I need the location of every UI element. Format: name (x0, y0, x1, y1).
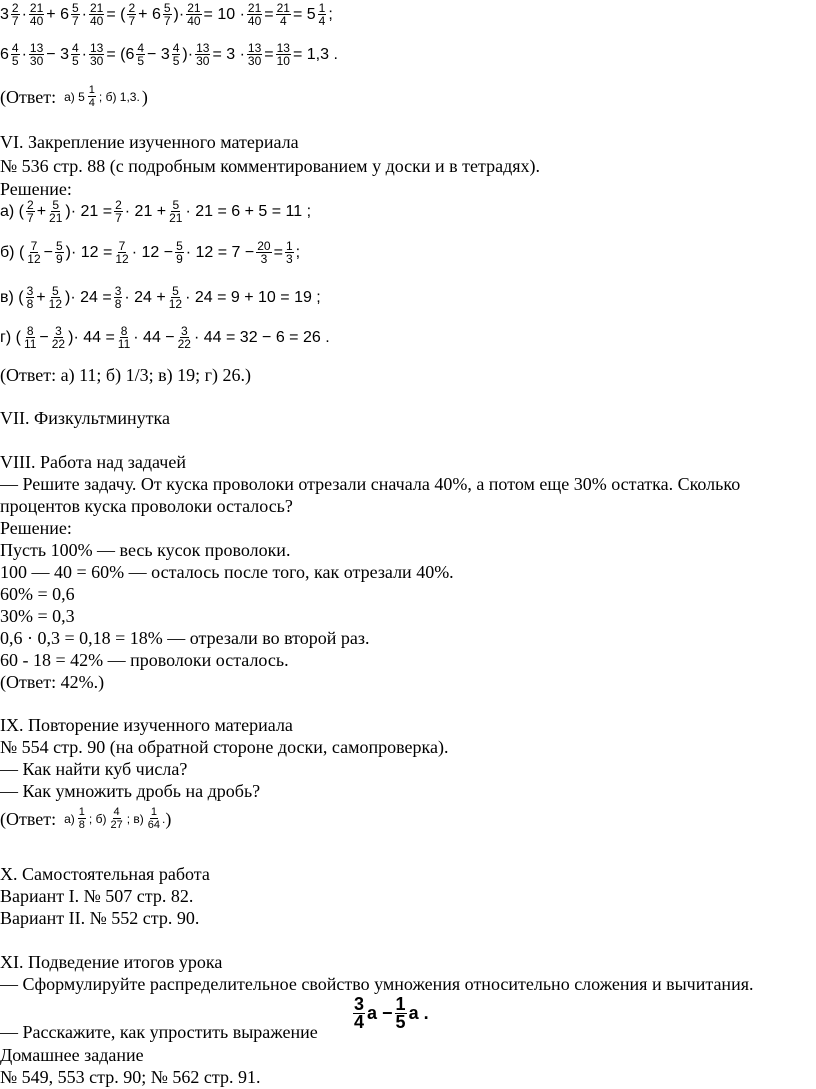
fraction-denominator: 8 (78, 819, 85, 831)
answer-1-fraction (88, 84, 96, 109)
fraction-denominator: 12 (115, 252, 129, 266)
fraction-denominator: 12 (168, 297, 183, 311)
section-9-question-1: — Как найти куб числа? (0, 759, 188, 779)
fraction (275, 42, 292, 67)
equation-operator: = (264, 45, 274, 63)
whole-part: 3 (0, 5, 9, 23)
fraction-denominator: 4 (354, 1012, 365, 1032)
fraction (135, 42, 146, 67)
equation-operator: = 5 (292, 5, 316, 23)
fraction-denominator: 40 (29, 14, 44, 28)
section-8-task-line-2: процентов куска проволоки осталось? (0, 496, 293, 516)
fraction (167, 285, 184, 310)
answer-cubes-b: ; б) (88, 811, 107, 826)
mixed-number (0, 42, 21, 67)
fraction-numerator: 2 (115, 198, 122, 212)
fraction-numerator: 1 (78, 806, 85, 818)
section-10-variant-1: Вариант I. № 507 стр. 82. (0, 886, 194, 906)
answer-cubes-prefix: (Ответ: (0, 808, 57, 829)
whole-part: 6 (0, 45, 9, 63)
section-11-question-1: — Сформулируйте распределительное свойство умножения относительно сложения и вычитания. (0, 974, 754, 994)
fraction (113, 240, 130, 265)
fraction-numerator: 8 (26, 324, 34, 338)
fraction (246, 2, 263, 27)
fraction (22, 325, 38, 350)
equation-operator: + (36, 202, 47, 220)
fraction-numerator: 21 (247, 1, 262, 15)
fraction-denominator: 30 (29, 54, 44, 68)
fraction-numerator: 5 (163, 1, 171, 15)
section-11-question-2: — Расскажите, как упростить выражение (0, 1022, 318, 1042)
fraction-denominator: 3 (260, 252, 268, 266)
fraction-numerator: 1 (285, 239, 293, 253)
fraction-numerator: 8 (120, 324, 128, 338)
fraction (284, 240, 295, 265)
fraction-numerator: 3 (55, 324, 62, 338)
fraction-denominator: 7 (128, 14, 136, 28)
fraction-numerator: 4 (71, 41, 79, 55)
fraction-numerator: 5 (52, 198, 60, 212)
equation-operator: = 1,3 . (292, 45, 338, 63)
fraction-numerator: 2 (27, 198, 34, 212)
answer-cubes-fraction-b (109, 806, 123, 831)
solution-label-2: Решение: (0, 518, 72, 538)
expression-fraction-1 (353, 996, 365, 1031)
fraction-numerator: 5 (176, 239, 183, 253)
section-7-title: VII. Физкультминутка (0, 408, 171, 428)
equation-operator: + 6 (138, 5, 161, 23)
fraction-numerator: 1 (150, 806, 157, 818)
section-11-title: XI. Подведение итогов урока (0, 952, 223, 972)
equation-operator: г) ( (0, 328, 21, 346)
fraction-numerator: 4 (11, 41, 19, 55)
fraction-denominator: 22 (51, 337, 66, 351)
answer-1 (0, 84, 148, 109)
fraction (25, 240, 42, 265)
answer-1-suffix: ) (141, 86, 148, 107)
expression-fraction-2 (395, 996, 407, 1031)
equation-operator: · 12 = 7 − (185, 243, 255, 261)
fraction-numerator: 4 (137, 41, 145, 55)
fraction-numerator: 21 (29, 1, 44, 15)
fraction-denominator: 21 (49, 211, 63, 225)
homework-label: Домашнее задание (0, 1045, 144, 1065)
fraction-numerator: 5 (172, 284, 179, 298)
answer-3-percent: (Ответ: 42%.) (0, 672, 105, 692)
equation-operator: − 3 (147, 45, 170, 63)
equation-operator: · (81, 5, 87, 23)
fraction (54, 240, 65, 265)
equation-mixed-2 (0, 42, 338, 67)
fraction-numerator: 20 (257, 239, 271, 253)
equation-operator: )· 24 = (65, 288, 112, 306)
fraction-denominator: 4 (88, 97, 95, 109)
fraction (126, 2, 137, 27)
fraction-numerator: 21 (187, 1, 201, 15)
fraction-denominator: 3 (285, 252, 293, 266)
fraction-numerator: 5 (71, 1, 79, 15)
answer-cubes-suffix: ) (165, 808, 172, 829)
equation-operator: − (43, 243, 53, 261)
fraction-numerator: 7 (118, 239, 126, 253)
equation-operator: )· (182, 45, 194, 63)
fraction-numerator: 2 (11, 1, 19, 15)
equation-operator: = ( (106, 5, 126, 23)
fraction (70, 2, 81, 27)
equation-operator: + (36, 288, 46, 306)
expression-term-2: a . (408, 1003, 429, 1023)
fraction-numerator: 13 (89, 41, 104, 55)
answer-2: (Ответ: а) 11; б) 1/3; в) 19; г) 26.) (0, 365, 251, 385)
equation-operator: · (81, 45, 87, 63)
equation-operator: = 3 · (212, 45, 245, 63)
fraction-denominator: 40 (247, 14, 262, 28)
equation-operator: б) ( (0, 243, 25, 261)
solution-line: 60 - 18 = 42% — проволоки осталось. (0, 650, 289, 670)
fraction-denominator: 5 (11, 54, 19, 68)
fraction (47, 199, 64, 224)
solution-label-1: Решение: (0, 179, 72, 199)
fraction (47, 285, 64, 310)
fraction-denominator: 9 (176, 252, 183, 266)
equation-operator: · (21, 5, 27, 23)
fraction (28, 2, 45, 27)
section-9-title: IX. Повторение изученного материала (0, 715, 293, 735)
mixed-number (0, 2, 21, 27)
fraction (246, 42, 263, 67)
section-6-task: № 536 стр. 88 (с подробным комментированием у доски и в тетрадях). (0, 156, 541, 176)
equation-operator: · 44 = 32 − 6 = 26 . (193, 328, 330, 346)
equation-536-b (0, 240, 300, 265)
answer-1-b: ; б) 1,3. (98, 89, 140, 104)
fraction (116, 325, 132, 350)
fraction (25, 285, 36, 310)
fraction-numerator: 5 (55, 239, 63, 253)
fraction (167, 199, 184, 224)
fraction-denominator: 5 (71, 54, 79, 68)
fraction-denominator: 30 (196, 54, 210, 68)
fraction-denominator: 5 (172, 54, 180, 68)
fraction-denominator: 7 (163, 14, 171, 28)
fraction-denominator: 11 (117, 337, 131, 351)
fraction-denominator: 4 (279, 14, 287, 28)
section-6-title: VI. Закрепление изученного материала (0, 132, 299, 152)
fraction-denominator: 40 (89, 14, 104, 28)
fraction-numerator: 3 (26, 284, 34, 298)
fraction (88, 2, 105, 27)
fraction-numerator: 4 (172, 41, 180, 55)
fraction-denominator: 12 (27, 252, 41, 266)
solution-line: 100 — 40 = 60% — осталось после того, как отрезали 40%. (0, 562, 454, 582)
section-10-variant-2: Вариант II. № 552 стр. 90. (0, 908, 200, 928)
section-9-question-2: — Как умножить дробь на дробь? (0, 781, 261, 801)
fraction (275, 2, 292, 27)
fraction-denominator: 27 (110, 819, 123, 831)
fraction-denominator: 5 (137, 54, 145, 68)
section-9-task: № 554 стр. 90 (на обратной стороне доски, самопроверка). (0, 737, 449, 757)
fraction-denominator: 30 (89, 54, 104, 68)
fraction-numerator: 5 (51, 284, 59, 298)
expression-to-simplify (352, 996, 429, 1031)
fraction-denominator: 7 (115, 211, 122, 225)
fraction-numerator: 1 (395, 994, 406, 1014)
answer-cubes-fraction-c (147, 806, 161, 831)
fraction (28, 42, 45, 67)
answer-1-a: а) 5 (64, 89, 85, 104)
solution-line: 0,6 · 0,3 = 0,18 = 18% — отрезали во второй раз. (0, 628, 370, 648)
fraction-denominator: 40 (187, 14, 201, 28)
fraction-numerator: 3 (180, 324, 188, 338)
homework-tasks: № 549, 553 стр. 90; № 562 стр. 91. (0, 1067, 261, 1087)
fraction (185, 2, 202, 27)
answer-cubes-dot: . (162, 811, 166, 826)
fraction (255, 240, 272, 265)
equation-operator: · 24 + (124, 288, 166, 306)
fraction (317, 2, 328, 27)
fraction-numerator: 5 (172, 198, 180, 212)
equation-536-g (0, 325, 330, 350)
fraction-denominator: 11 (23, 337, 37, 351)
fraction-numerator: 13 (276, 41, 290, 55)
equation-536-a (0, 199, 311, 224)
equation-536-v (0, 285, 321, 310)
equation-operator: · (21, 45, 27, 63)
solution-line: 30% = 0,3 (0, 606, 75, 626)
fraction-denominator: 4 (318, 14, 326, 28)
fraction (25, 199, 36, 224)
fraction-numerator: 3 (354, 994, 365, 1014)
fraction (113, 199, 124, 224)
equation-operator: а) ( (0, 202, 24, 220)
fraction-denominator: 21 (169, 211, 183, 225)
equation-operator: ; (295, 243, 301, 261)
equation-operator: + 6 (46, 5, 69, 23)
fraction (174, 240, 185, 265)
equation-operator: = (264, 5, 274, 23)
equation-operator: в) ( (0, 288, 24, 306)
fraction-denominator: 8 (26, 297, 34, 311)
fraction-numerator: 1 (318, 1, 326, 15)
equation-mixed-1 (0, 2, 333, 27)
equation-operator: )· 21 = (65, 202, 113, 220)
equation-operator: )· 44 = (68, 328, 115, 346)
fraction-numerator: 4 (113, 806, 120, 818)
equation-operator: )· 12 = (65, 243, 113, 261)
equation-operator: = (273, 243, 283, 261)
fraction-denominator: 10 (276, 54, 290, 68)
fraction-numerator: 21 (276, 1, 290, 15)
expression-term-1: a − (367, 1003, 393, 1023)
fraction-numerator: 13 (196, 41, 210, 55)
equation-operator: · 21 + (124, 202, 167, 220)
equation-operator: · 24 = 9 + 10 = 19 ; (185, 288, 321, 306)
fraction-numerator: 1 (88, 84, 95, 96)
fraction (171, 42, 182, 67)
answer-cubes-fraction-a (78, 806, 86, 831)
equation-operator: · 44 − (133, 328, 175, 346)
fraction-numerator: 13 (29, 41, 44, 55)
answer-cubes-c: ; в) (126, 811, 144, 826)
fraction (176, 325, 193, 350)
answer-1-prefix: (Ответ: (0, 86, 57, 107)
fraction-numerator: 21 (89, 1, 104, 15)
fraction-denominator: 22 (177, 337, 191, 351)
fraction-denominator: 7 (11, 14, 19, 28)
equation-operator: − (39, 328, 49, 346)
fraction-denominator: 7 (71, 14, 79, 28)
solution-line: 60% = 0,6 (0, 584, 75, 604)
equation-operator: = (6 (106, 45, 135, 63)
answer-cubes (0, 806, 171, 831)
equation-operator: · 21 = 6 + 5 = 11 ; (185, 202, 312, 220)
section-8-task-line-1: — Решите задачу. От куска проволоки отрезали сначала 40%, а потом еще 30% остатка. Сколько (0, 474, 741, 494)
fraction-numerator: 2 (128, 1, 136, 15)
fraction-denominator: 64 (147, 819, 160, 831)
section-8-title: VIII. Работа над задачей (0, 452, 186, 472)
fraction-numerator: 7 (30, 239, 38, 253)
equation-operator: ; (328, 5, 333, 23)
fraction-numerator: 3 (114, 284, 122, 298)
equation-operator: − 3 (46, 45, 69, 63)
fraction-denominator: 30 (247, 54, 262, 68)
fraction (113, 285, 124, 310)
fraction (162, 2, 173, 27)
section-10-title: X. Самостоятельная работа (0, 864, 210, 884)
fraction (70, 42, 81, 67)
fraction (88, 42, 105, 67)
fraction-denominator: 8 (114, 297, 122, 311)
fraction-numerator: 13 (247, 41, 262, 55)
equation-operator: = 10 · (203, 5, 245, 23)
fraction-denominator: 12 (48, 297, 62, 311)
fraction-denominator: 7 (27, 211, 34, 225)
fraction (50, 325, 67, 350)
equation-operator: )· (173, 5, 185, 23)
fraction (194, 42, 211, 67)
fraction-denominator: 5 (395, 1012, 406, 1032)
fraction-denominator: 9 (55, 252, 63, 266)
equation-operator: · 12 − (131, 243, 174, 261)
answer-cubes-a: а) (64, 811, 75, 826)
solution-line: Пусть 100% — весь кусок проволоки. (0, 540, 291, 560)
